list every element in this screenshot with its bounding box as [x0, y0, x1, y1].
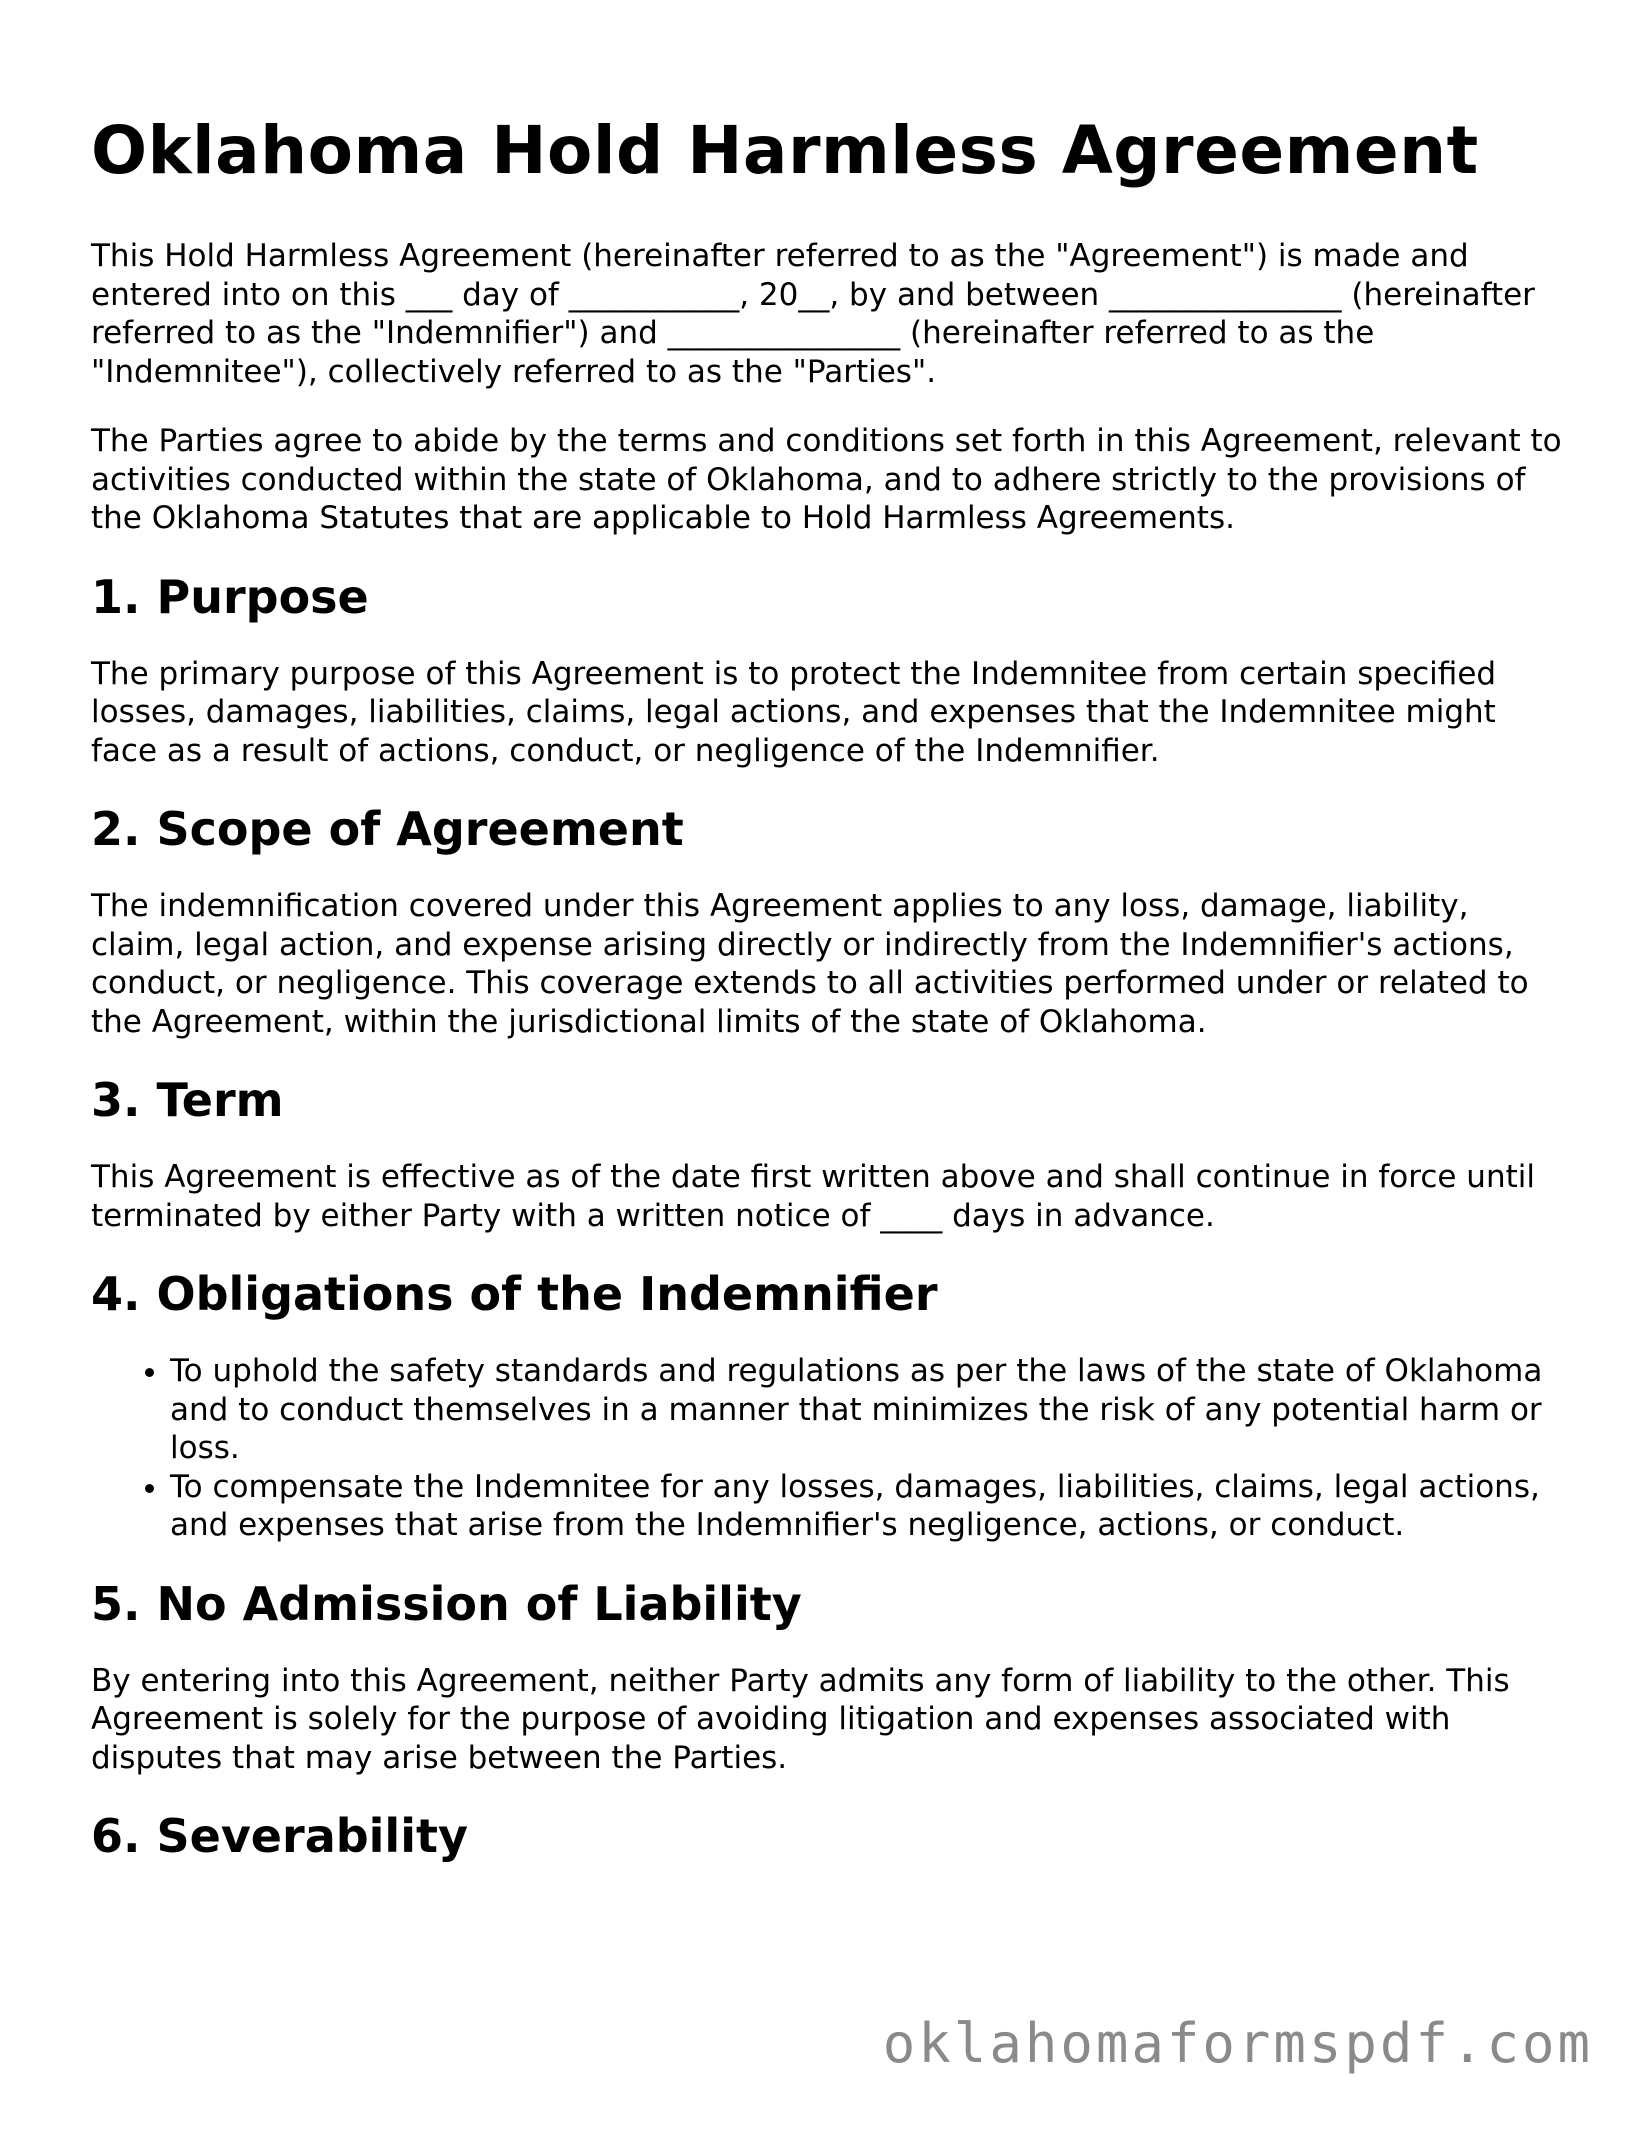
section-heading-obligations: 4. Obligations of the Indemnifier — [91, 1267, 938, 1321]
section-heading-scope: 2. Scope of Agreement — [91, 802, 684, 856]
intro-paragraph: This Hold Harmless Agreement (hereinafter referred to as the "Agreement") is made and entered into on this ___ day of ___________, 20__, by and between _______________ (hereinafter referred to as the "Indemnifier") and _______________ (hereinafter referred to as the "Indemnitee"), collectively referred to as the "Parties". — [91, 238, 1535, 390]
section-heading-term: 3. Term — [91, 1073, 284, 1127]
obligations-list — [91, 1352, 1571, 1545]
watermark: oklahomaformspdf.com — [882, 2012, 1593, 2075]
list-item: • To compensate the Indemnitee for any losses, damages, liabilities, claims, legal actions, and expenses that arise from the Indemnifier's negligence, actions, or conduct. — [170, 1468, 1571, 1545]
section-text-scope: The indemnification covered under this Agreement applies to any loss, damage, liability, claim, legal action, and expense arising directly or indirectly from the Indemnifier's actions, conduct, or negligence. This coverage extends to all activities performed under or related to the Agreement, within the jurisdictional limits of the state of Oklahoma. — [91, 888, 1529, 1040]
section-text-purpose: The primary purpose of this Agreement is to protect the Indemnitee from certain specified losses, damages, liabilities, claims, legal actions, and expenses that the Indemnitee might face as a result of actions, conduct, or negligence of the Indemnifier. — [91, 655, 1497, 769]
section-text-no-admission: By entering into this Agreement, neither Party admits any form of liability to the other. This Agreement is solely for the purpose of avoiding litigation and expenses associated with disputes that may arise between the Parties. — [91, 1662, 1510, 1776]
section-heading-no-admission: 5. No Admission of Liability — [91, 1576, 802, 1631]
intro-paragraph: The Parties agree to abide by the terms and conditions set forth in this Agreement, relevant to activities conducted within the state of Oklahoma, and to adhere strictly to the provisions of the Oklahoma Statutes that are applicable to Hold Harmless Agreements. — [91, 423, 1562, 536]
section-text-term: This Agreement is effective as of the date first written above and shall continue in force until terminated by either Party with a written notice of ____ days in advance. — [91, 1159, 1535, 1234]
list-item: • To uphold the safety standards and regulations as per the laws of the state of Oklahoma and to conduct themselves in a manner that minimizes the risk of any potential harm or loss. — [170, 1352, 1571, 1468]
document-title: Oklahoma Hold Harmless Agreement — [91, 112, 1479, 189]
section-heading-severability: 6. Severability — [91, 1809, 468, 1863]
document-body — [91, 110, 1571, 1894]
section-heading-purpose: 1. Purpose — [91, 569, 369, 624]
